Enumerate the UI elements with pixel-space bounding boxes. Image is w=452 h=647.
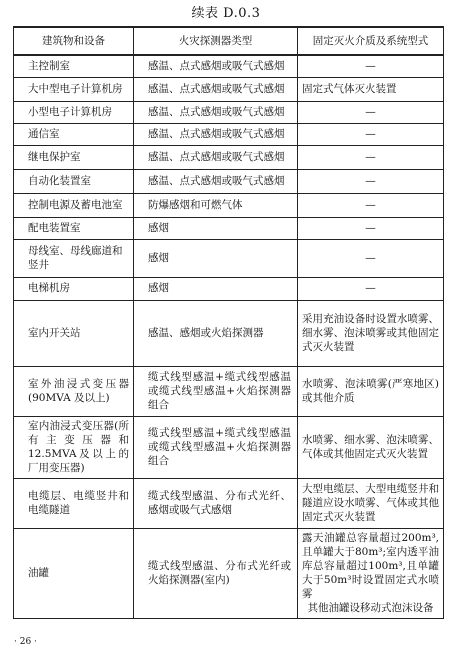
cell-building: 继电保护室 xyxy=(14,145,134,169)
table-row xyxy=(14,528,444,618)
cell-extinguish: 水喷雾、细水雾、泡沫喷雾、气体或其他固定式灭火装置 xyxy=(298,416,444,478)
table-row xyxy=(14,193,444,217)
cell-extinguish: — xyxy=(298,123,444,145)
cell-extinguish: — xyxy=(298,217,444,239)
cell-detector: 感温、点式感烟或吸气式感烟 xyxy=(134,55,298,77)
cell-detector: 感温、点式感烟或吸气式感烟 xyxy=(134,77,298,101)
table-row xyxy=(14,101,444,123)
table-row xyxy=(14,366,444,416)
cell-building: 电缆层、电缆竖井和电缆隧道 xyxy=(14,478,134,528)
cell-building: 母线室、母线廊道和竖井 xyxy=(14,239,134,277)
table-row xyxy=(14,277,444,300)
table-row xyxy=(14,55,444,77)
cell-extinguish: — xyxy=(298,239,444,277)
cell-extinguish: — xyxy=(298,145,444,169)
table-title: 续表 D.0.3 xyxy=(191,6,261,21)
cell-extinguish: — xyxy=(298,55,444,77)
cell-detector: 感温、感烟或火焰探测器 xyxy=(134,300,298,366)
cell-building: 控制电源及蓄电池室 xyxy=(14,193,134,217)
table-row xyxy=(14,77,444,101)
header-detector: 火灾探测器类型 xyxy=(134,27,298,55)
cell-building: 室内开关站 xyxy=(14,300,134,366)
cell-extinguish xyxy=(298,528,444,618)
table-row xyxy=(14,217,444,239)
cell-building: 电梯机房 xyxy=(14,277,134,300)
cell-extinguish: — xyxy=(298,101,444,123)
table-row xyxy=(14,300,444,366)
cell-detector: 缆式线型感温+缆式线型感温或缆式线型感温+火焰探测器组合 xyxy=(134,416,298,478)
table-header xyxy=(14,27,444,55)
page-number: · 26 · xyxy=(14,637,37,647)
cell-building: 自动化装置室 xyxy=(14,169,134,193)
cell-detector: 感烟 xyxy=(134,217,298,239)
cell-extinguish: 水喷雾、泡沫喷雾(严寒地区)或其他介质 xyxy=(298,366,444,416)
cell-building: 主控制室 xyxy=(14,55,134,77)
cell-extinguish: — xyxy=(298,277,444,300)
cell-extinguish: 固定式气体灭火装置 xyxy=(298,77,444,101)
cell-building: 通信室 xyxy=(14,123,134,145)
cell-extinguish: — xyxy=(298,193,444,217)
cell-detector: 感温、点式感烟或吸气式感烟 xyxy=(134,145,298,169)
cell-detector: 感烟 xyxy=(134,239,298,277)
cell-building: 小型电子计算机房 xyxy=(14,101,134,123)
cell-extinguish: 大型电缆层、大型电缆竖井和隧道应设水喷雾、气体或其他固定式灭火装置 xyxy=(298,478,444,528)
cell-detector: 缆式线型感温、分布式光纤、感烟或吸气式感烟 xyxy=(134,478,298,528)
table-row xyxy=(14,478,444,528)
table-row xyxy=(14,416,444,478)
cell-building: 配电装置室 xyxy=(14,217,134,239)
table-body xyxy=(14,55,444,618)
cell-extinguish: 采用充油设备时设置水喷雾、细水雾、泡沫喷雾或其他固定式灭火装置 xyxy=(298,300,444,366)
cell-detector: 感温、点式感烟或吸气式感烟 xyxy=(134,123,298,145)
cell-detector: 防爆感烟和可燃气体 xyxy=(134,193,298,217)
header-building: 建筑物和设备 xyxy=(14,27,134,55)
cell-building: 室内油浸式变压器(所有主变压器和12.5MVA及以上的厂用变压器) xyxy=(14,416,134,478)
cell-building: 室外油浸式变压器(90MVA 及以上) xyxy=(14,366,134,416)
table-row xyxy=(14,123,444,145)
cell-detector: 感烟 xyxy=(134,277,298,300)
cell-building: 大中型电子计算机房 xyxy=(14,77,134,101)
cell-detector: 缆式线型感温+缆式线型感温或缆式线型感温+火焰探测器组合 xyxy=(134,366,298,416)
table-row xyxy=(14,239,444,277)
cell-building: 油罐 xyxy=(14,528,134,618)
extinguish-text-2: 其他油罐设移动式泡沫设备 xyxy=(307,602,434,615)
cell-detector: 感温、点式感烟或吸气式感烟 xyxy=(134,169,298,193)
table-row xyxy=(14,169,444,193)
fire-detection-table xyxy=(13,26,444,619)
cell-detector: 缆式线型感温、分布式光纤或火焰探测器(室内) xyxy=(134,528,298,618)
table-row xyxy=(14,145,444,169)
header-extinguish: 固定灭火介质及系统型式 xyxy=(298,27,444,55)
extinguish-text: 露天油罐总容量超过200m³,且单罐大于80m³;室内透平油库总容量超过100m³,且单罐大于50m³时设置固定式水喷雾 xyxy=(302,531,439,601)
cell-extinguish: — xyxy=(298,169,444,193)
cell-detector: 感温、点式感烟或吸气式感烟 xyxy=(134,101,298,123)
